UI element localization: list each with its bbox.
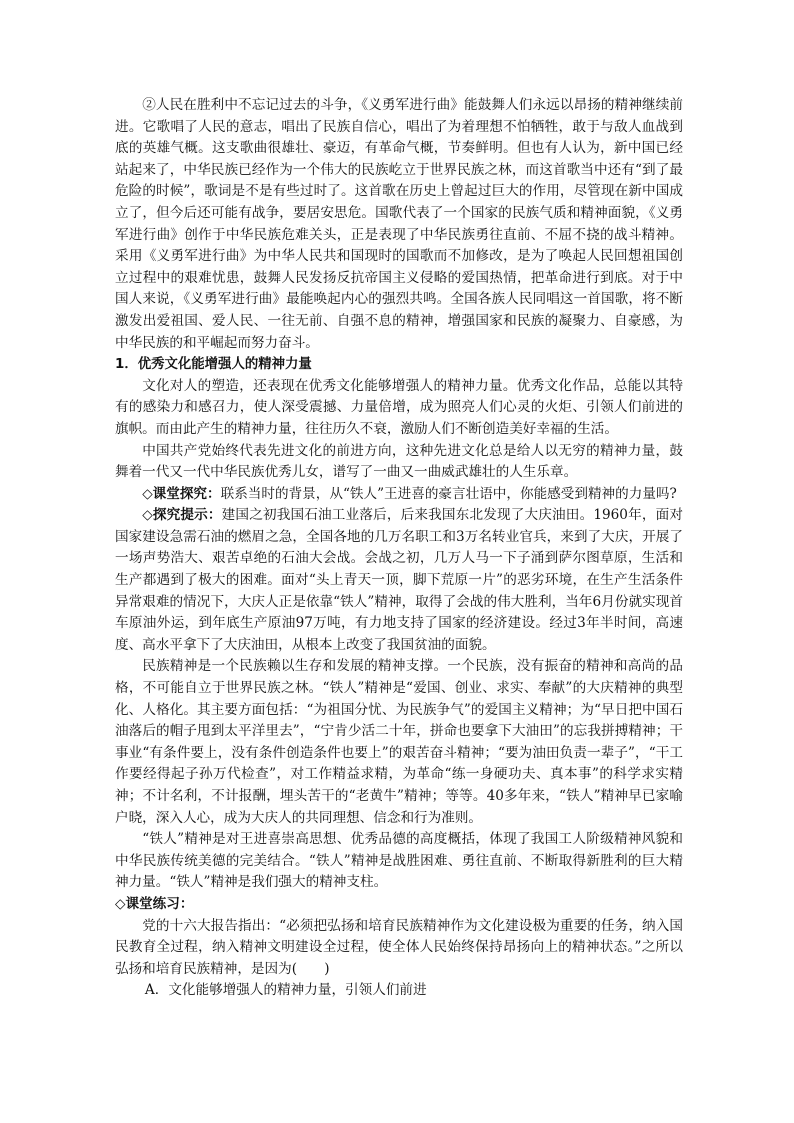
- inquiry-hint: [115, 505, 683, 656]
- option-a: A．文化能够增强人的精神力量，引领人们前进: [144, 982, 427, 999]
- practice-label: ◇课堂练习：: [115, 895, 194, 912]
- paragraph-iron-man-summary: “铁人”精神是对王进喜崇高思想、优秀品德的高度概括，体现了我国工人阶级精神风貌和中华民族传统美德的完美结合。“铁人”精神是战胜困难、勇往直前、不断取得新胜利的巨大精神力量。“铁人”精神是我们强大的精神支柱。: [115, 831, 683, 891]
- section-heading: 1．优秀文化能增强人的精神力量: [115, 357, 312, 373]
- practice-question: 党的十六大报告指出：“必须把弘扬和培育民族精神作为文化建设极为重要的任务，纳入国民教育全过程，纳入精神文明建设全过程，使全体人民始终保持昂扬向上的精神状态。”之所以弘扬和培育民族精神，是因为( ): [115, 917, 683, 977]
- hint-label: ◇探究提示：: [142, 507, 222, 524]
- paragraph-culture: 文化对人的塑造，还表现在优秀文化能够增强人的精神力量。优秀文化作品，总能以其特有的感染力和感召力，使人深受震撼、力量倍增，成为照亮人们心灵的火炬、引领人们前进的旗帜。而由此产生的精神力量，往往历久不衰，激励人们不断创造美好幸福的生活。: [115, 377, 683, 437]
- paragraph-anthem: ②人民在胜利中不忘记过去的斗争，《义勇军进行曲》能鼓舞人们永远以昂扬的精神继续前进。它歌唱了人民的意志，唱出了民族自信心，唱出了为着理想不怕牺牲，敢于与敌人血战到底的英雄气概。这支歌曲很雄壮、豪迈，有革命气概，节奏鲜明。但也有人认为，新中国已经站起来了，中华民族已经作为一个伟大的民族屹立于世界民族之林，而这首歌当中还有“到了最危险的时候”，歌词是不是有些过时了。这首歌在历史上曾起过巨大的作用，尽管现在新中国成立了，但今后还可能有战争，要居安思危。国歌代表了一个国家的民族气质和精神面貌，《义勇军进行曲》创作于中华民族危难关头，正是表现了中华民族勇往直前、不屈不挠的战斗精神。采用《义勇军进行曲》为中华人民共和国现时的国歌而不加修改，是为了唤起人民回想祖国创立过程中的艰难忧患，鼓舞人民发扬反抗帝国主义侵略的爱国热情，把革命进行到底。对于中国人来说，《义勇军进行曲》最能唤起内心的强烈共鸣。全国各族人民同唱这一首国歌，将不断激发出爱祖国、爱人民、一往无前、自强不息的精神，增强国家和民族的凝聚力、自豪感，为中华民族的和平崛起而努力奋斗。: [115, 97, 683, 351]
- inquiry-text: 联系当时的背景，从“铁人”王进喜的豪言壮语中，你能感受到精神的力量吗?: [220, 485, 677, 502]
- document-page: [115, 95, 683, 1002]
- hint-text: 建国之初我国石油工业落后，后来我国东北发现了大庆油田。1960年，面对国家建设急需石油的燃眉之急，全国各地的几万名职工和3万名转业官兵，来到了大庆，开展了一场声势浩大、艰苦卓绝的石油大会战。会战之初，几万人马一下子涌到萨尔图草原，生活和生产都遇到了极大的困难。面对“头上青天一顶，脚下荒原一片”的恶劣环境，在生产生活条件异常艰难的情况下，大庆人正是依靠“铁人”精神，取得了会战的伟大胜利，当年6月份就实现首车原油外运，到年底生产原油97万吨，有力地支持了国家的经济建设。经过3年半时间，高速度、高水平拿下了大庆油田，从根本上改变了我国贫油的面貌。: [115, 507, 683, 653]
- inquiry-label: ◇课堂探究：: [142, 485, 221, 502]
- classroom-inquiry: [115, 484, 683, 506]
- paragraph-national-spirit: 民族精神是一个民族赖以生存和发展的精神支撑。一个民族，没有振奋的精神和高尚的品格，不可能自立于世界民族之林。“铁人”精神是“爱国、创业、求实、奉献”的大庆精神的典型化、人格化。其主要方面包括：“为祖国分忧、为民族争气”的爱国主义精神；为“早日把中国石油落后的帽子甩到太平洋里去”，“宁肯少活二十年，拼命也要拿下大油田”的忘我拼搏精神；干事业“有条件要上，没有条件创造条件也要上”的艰苦奋斗精神；“要为油田负责一辈子”，“干工作要经得起子孙万代检查”，对工作精益求精，为革命“练一身硬功夫、真本事”的科学求实精神；不计名利，不计报酬，埋头苦干的“老黄牛”精神；等等。40多年来，“铁人”精神早已家喻户晓，深入人心，成为大庆人的共同理想、信念和行为准则。: [115, 658, 683, 826]
- paragraph-party: 中国共产党始终代表先进文化的前进方向，这种先进文化总是给人以无穷的精神力量，鼓舞着一代又一代中华民族优秀儿女，谱写了一曲又一曲威武雄壮的人生乐章。: [115, 442, 683, 481]
